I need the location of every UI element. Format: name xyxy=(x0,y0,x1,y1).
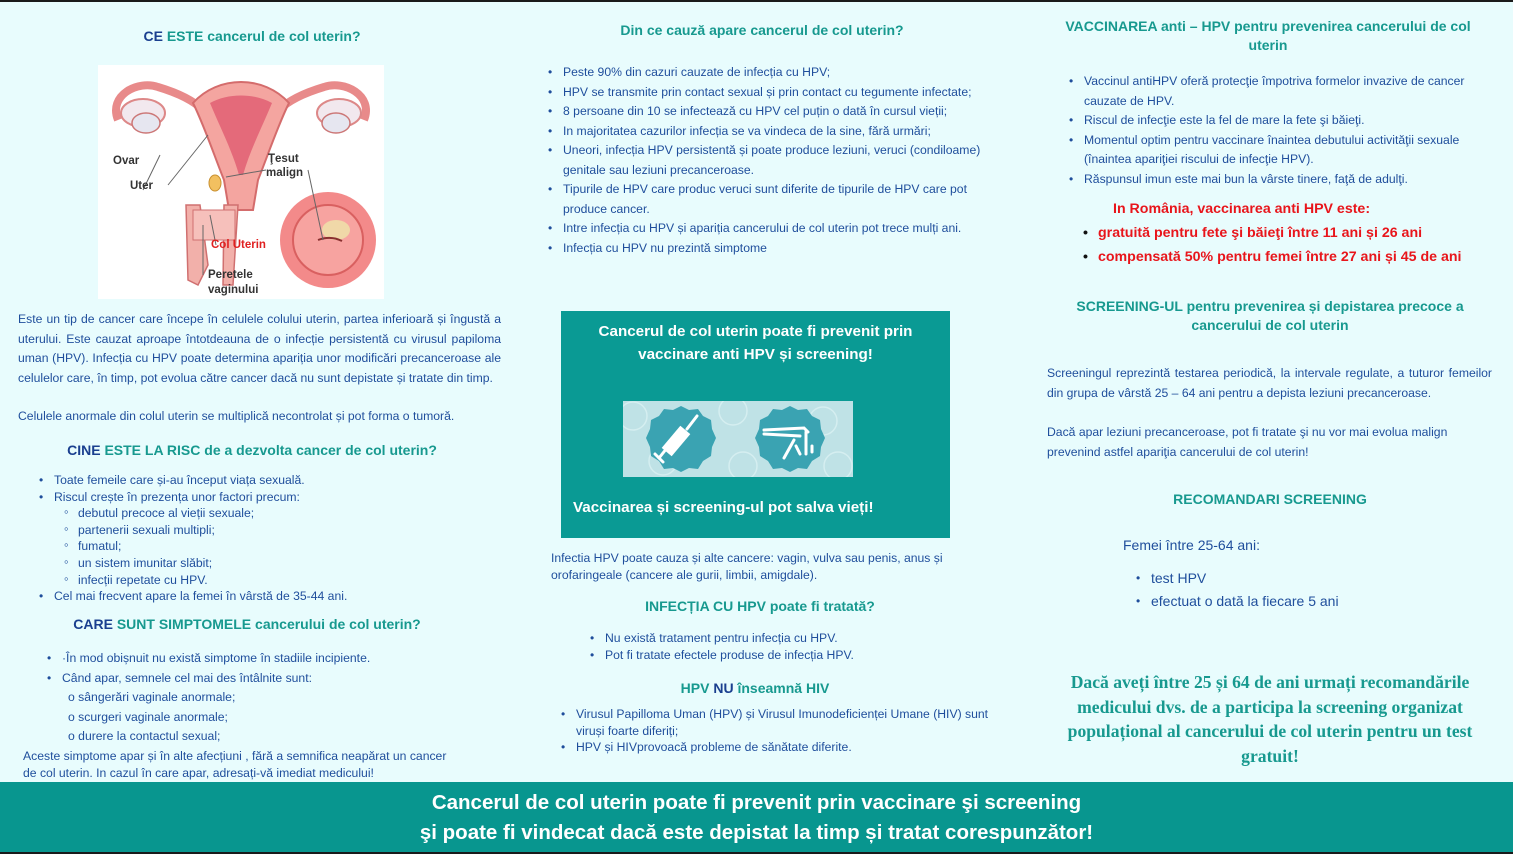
section-title-screening: SCREENING-UL pentru prevenirea și depistarea precoce a cancerului de col uterin xyxy=(1076,298,1464,333)
list-item: • Riscul de infecţie este la fel de mare la fete şi băieţi. xyxy=(1066,111,1466,131)
risk-list xyxy=(36,472,496,605)
label-vaginului: vaginului xyxy=(208,284,259,296)
section-title-treatment: INFECȚIA CU HPV poate fi tratată? xyxy=(645,598,875,614)
recommendation-list xyxy=(1133,567,1453,613)
list-item: • Pot fi tratate efectele produse de infecția HPV. xyxy=(587,647,987,664)
list-item: • Peste 90% din cazuri cauzate de infecția cu HPV; xyxy=(545,63,1005,83)
label-peretele: Peretele xyxy=(208,269,253,281)
vaccination-list xyxy=(1066,72,1466,189)
screening-paragraph: Screeningul reprezintă testarea periodică, la intervale regulate, a tuturor femeilor din grupa de vârstă 25 – 64 ani pentru a depista leziuni precanceroase. xyxy=(1047,366,1492,400)
symptom-sign: o durere la contactul sexual; xyxy=(68,729,221,744)
list-item: • test HPV xyxy=(1133,567,1453,590)
list-item: • Infecția cu HPV nu prezintă simptome xyxy=(545,239,1005,259)
recommendation-intro: Femei între 25-64 ani: xyxy=(1123,537,1260,553)
symptom-sign: o scurgeri vaginale anormale; xyxy=(68,709,228,724)
romania-vaccination-title: In România, vaccinarea anti HPV este: xyxy=(1113,201,1371,217)
label-uter: Uter xyxy=(130,180,154,192)
list-item: • Nu există tratament pentru infecția cu HPV. xyxy=(587,630,987,647)
list-item: ◦ debutul precoce al vieții sexuale; xyxy=(54,505,496,522)
callout-footer: Vaccinarea și screening-ul pot salva vieți! xyxy=(573,499,874,516)
footer-line-2: şi poate fi vindecat dacă este depistat la timp și tratat corespunzător! xyxy=(419,821,1094,844)
section-title-causes: Din ce cauză apare cancerul de col uterin? xyxy=(620,22,904,38)
intro-paragraph: Este un tip de cancer care începe în celulele colului uterin, partea inferioară și îngustă a uterului. Este cauzat aproape întotdeauna de o infecție persistentă cu virusul papiloma uman (HPV). Infecția cu HPV poate determina apariția unor modificări precanceroase ale celulelor care, în timp, pot evolua către cancer dacă nu sunt depistate și tratate din timp. xyxy=(18,312,501,385)
section-title-vaccination: VACCINAREA anti – HPV pentru prevenirea cancerului de col uterin xyxy=(1065,18,1471,53)
list-item: • Momentul optim pentru vaccinare înaintea debutului activităţii sexuale (înaintea apariţiei riscului de infecţie HPV). xyxy=(1066,131,1466,170)
list-item: • Când apar, semnele cel mai des întâlnite sunt: xyxy=(44,669,494,689)
list-item: • Riscul crește în prezența unor factori precum: ◦ debutul precoce al vieții sexuale; ◦ partenerii sexuali multipli; ◦ fumatul; ◦ un sistem imunitar slăbit; ◦ infecții repetate cu HPV. xyxy=(36,489,496,589)
footer-line-1: Cancerul de col uterin poate fi prevenit prin vaccinare şi screening xyxy=(431,791,1082,814)
uterus-anatomy-figure xyxy=(98,65,384,299)
list-item: • Vaccinul antiHPV oferă protecţie împotriva formelor invazive de cancer cauzate de HPV. xyxy=(1066,72,1466,111)
section-title-risk: CINE ESTE LA RISC de a dezvolta cancer de col uterin? xyxy=(67,442,437,458)
intro-paragraph-2: Celulele anormale din colul uterin se multiplică necontrolat și pot forma o tumoră. xyxy=(18,409,455,423)
symptoms-list xyxy=(44,649,494,747)
screening-call-to-action: Dacă aveți între 25 și 64 de ani urmați recomandările medicului dvs. de a participa la screening organizat populațional al cancerului de col uterin pentru un test gratuit! xyxy=(1067,672,1473,766)
list-item: • gratuită pentru fete şi băieţi între 11 ani și 26 ani xyxy=(1080,221,1510,245)
list-item: ◦ infecții repetate cu HPV. xyxy=(54,572,496,589)
list-item: • In majoritatea cazurilor infecția se va vindeca de la sine, fără urmări; xyxy=(545,122,1005,142)
section-title-hpv-hiv: HPV NU înseamnă HIV xyxy=(680,680,830,696)
list-item: ◦ un sistem imunitar slăbit; xyxy=(54,555,496,572)
list-item: • Toate femeile care și-au început viața sexuală. xyxy=(36,472,496,489)
list-item: • Cel mai frecvent apare la femei în vârstă de 35-44 ani. xyxy=(36,588,496,605)
screening-paragraph-2: Dacă apar leziuni precanceroase, pot fi tratate şi nu vor mai evolua malign prevenind astfel apariţia cancerului de col uterin! xyxy=(1047,425,1448,459)
section-title-what-is: CE ESTE cancerul de col uterin? xyxy=(143,28,361,44)
list-item: ◦ partenerii sexuali multipli; xyxy=(54,522,496,539)
list-item: • HPV se transmite prin contact sexual și prin contact cu tegumente infectate; xyxy=(545,83,1005,103)
list-item: • Virusul Papilloma Uman (HPV) și Virusul Imunodeficienței Umane (HIV) sunt viruși foarte diferiți; xyxy=(558,706,998,739)
speculum-icon xyxy=(754,404,826,474)
causes-list xyxy=(545,63,1005,258)
symptom-sign: o sângerări vaginale anormale; xyxy=(68,690,236,704)
list-item: • Tipurile de HPV care produc veruci sunt diferite de tipurile de HPV care pot produce cancer. xyxy=(545,180,1005,219)
label-ovar: Ovar xyxy=(113,155,140,167)
list-item: • 8 persoane din 10 se infectează cu HPV cel puțin o dată în cursul vieții; xyxy=(545,102,1005,122)
list-item: • Uneori, infecția HPV persistentă și poate produce leziuni, veruci (condiloame) genitale sau leziuni precanceroase. xyxy=(545,141,1005,180)
list-item: • efectuat o dată la fiecare 5 ani xyxy=(1133,590,1453,613)
list-item: • ·În mod obișnuit nu există simptome în stadiile incipiente. xyxy=(44,649,494,669)
list-item: ◦ fumatul; xyxy=(54,538,496,555)
label-tesut: Ţesut xyxy=(268,153,299,165)
treatment-list xyxy=(587,630,987,663)
romania-vaccination-list xyxy=(1080,221,1510,269)
list-item: • Răspunsul imun este mai bun la vârste tinere, faţă de adulţi. xyxy=(1066,170,1466,190)
list-item: • HPV și HIVprovoacă probleme de sănătate diferite. xyxy=(558,739,998,756)
other-cancers-text: Infectia HPV poate cauza și alte cancere: vagin, vulva sau penis, anus și orofaringeale (cancere ale gurii, limbii, amigdale). xyxy=(551,551,943,582)
list-item: • compensată 50% pentru femei între 27 ani și 45 de ani xyxy=(1080,245,1510,269)
label-col-uterin: Col Uterin xyxy=(211,239,266,251)
section-title-symptoms: CARE SUNT SIMPTOMELE cancerului de col uterin? xyxy=(73,616,421,632)
list-item: • Intre infecția cu HPV și apariția cancerului de col uterin pot trece mulți ani. xyxy=(545,219,1005,239)
hpv-hiv-list xyxy=(558,706,998,756)
syringe-icon xyxy=(645,404,717,474)
symptoms-note: Aceste simptome apar și în alte afecțiuni , fără a semnifica neapărat un cancer de col uterin. In cazul în care apar, adresați-vă imediat medicului! xyxy=(23,749,447,780)
section-title-recommendations: RECOMANDARI SCREENING xyxy=(1173,491,1367,507)
callout-title: Cancerul de col uterin poate fi prevenit prin vaccinare anti HPV și screening! xyxy=(598,323,913,363)
prevention-icons-panel xyxy=(623,401,853,477)
prevention-callout-box xyxy=(561,311,950,538)
label-malign: malign xyxy=(266,167,304,179)
footer-banner xyxy=(0,782,1513,854)
